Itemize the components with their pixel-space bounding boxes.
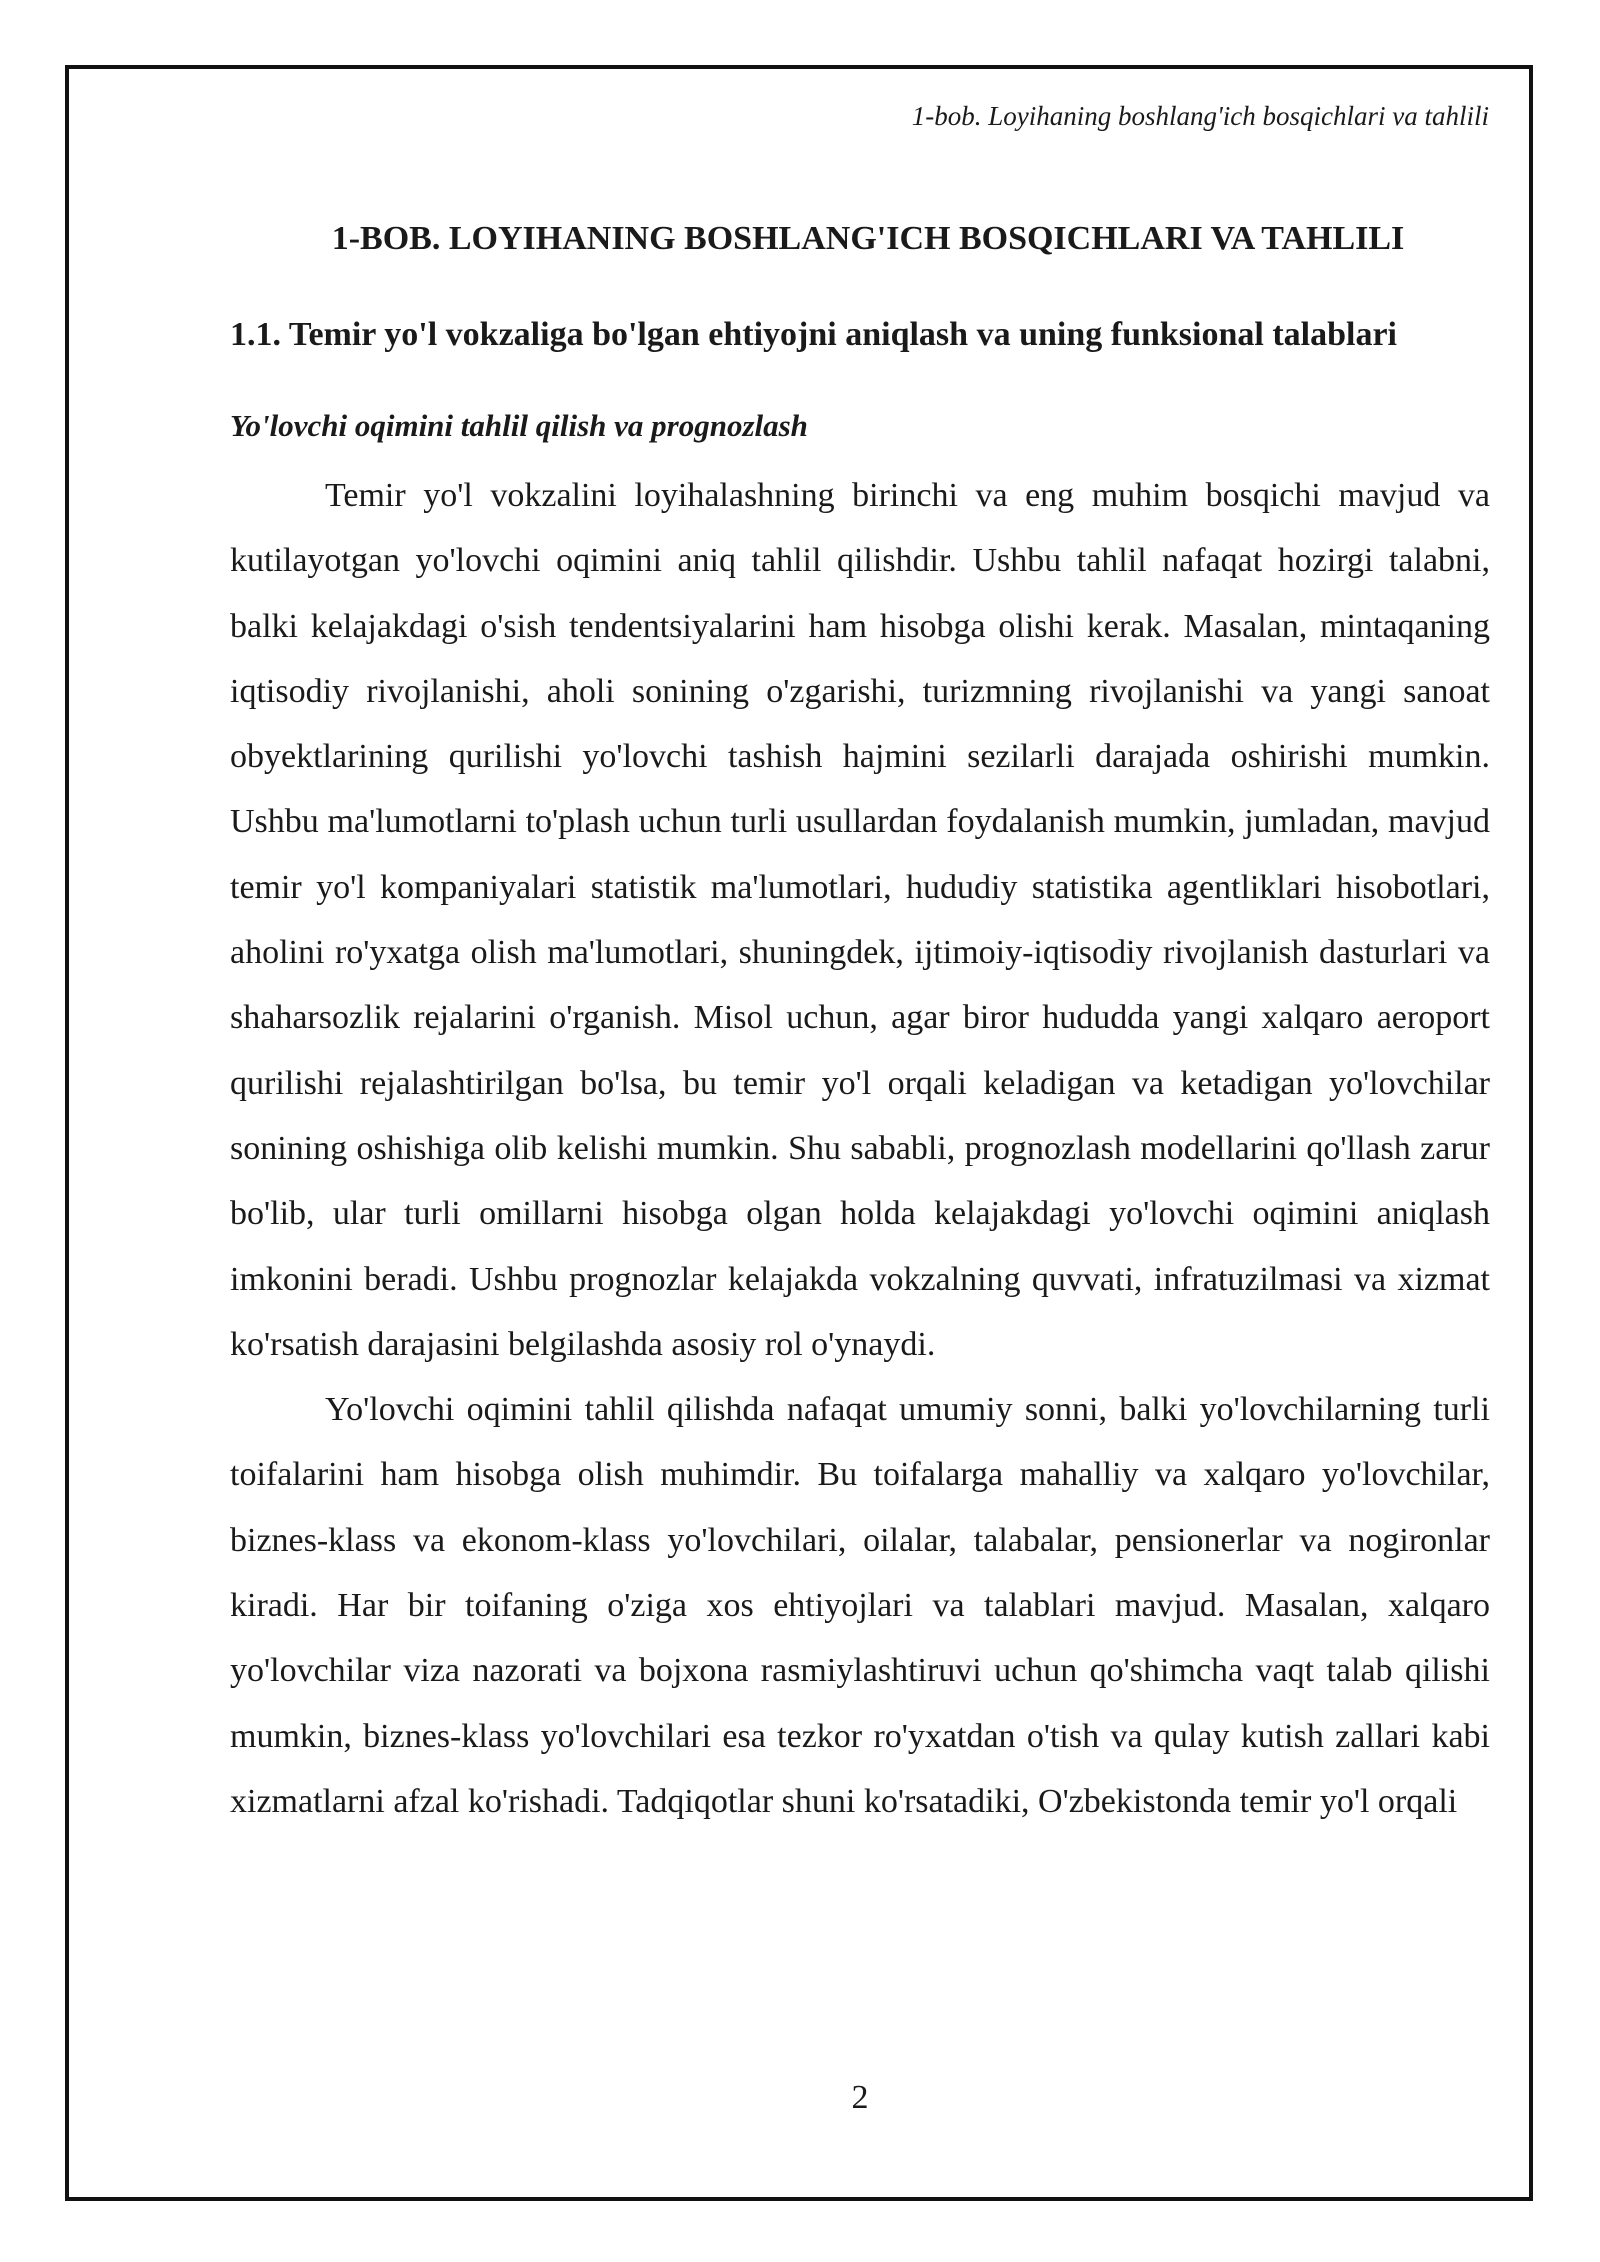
body-paragraph: Temir yo'l vokzalini loyihalashning birinchi va eng muhim bosqichi mavjud va kutilayotgan yo'lovchi oqimini aniq tahlil qilishdir. Ushbu tahlil nafaqat hozirgi talabni, balki kelajakdagi o'sish tendentsiyalarini ham hisobga olishi kerak. Masalan, mintaqaning iqtisodiy rivojlanishi, aholi sonining o'zgarishi, turizmning rivojlanishi va yangi sanoat obyektlarining qurilishi yo'lovchi tashish hajmini sezilarli darajada oshirishi mumkin. Ushbu ma'lumotlarni to'plash uchun turli usullardan foydalanish mumkin, jumladan, mavjud temir yo'l kompaniyalari statistik ma'lumotlari, hududiy statistika agentliklari hisobotlari, aholini ro'yxatga olish ma'lumotlari, shuningdek, ijtimoiy-iqtisodiy rivojlanish dasturlari va shaharsozlik rejalarini o'rganish. Misol uchun, agar biror hududda yangi xalqaro aeroport qurilishi rejalashtirilgan bo'lsa, bu temir yo'l orqali keladigan va ketadigan yo'lovchilar sonining oshishiga olib kelishi mumkin. Shu sababli, prognozlash modellarini qo'llash zarur bo'lib, ular turli omillarni hisobga olgan holda kelajakdagi yo'lovchi oqimini aniqlash imkonini beradi. Ushbu prognozlar kelajakda vokzalning quvvati, infratuzilmasi va xizmat ko'rsatish darajasini belgilashda asosiy rol o'ynaydi. [230,477,1490,1363]
subsection-title: Yo'lovchi oqimini tahlil qilish va prognozlash [230,408,808,443]
running-header: 1-bob. Loyihaning boshlang'ich bosqichlari va tahlili [911,101,1489,131]
chapter-title: 1-BOB. LOYIHANING BOSHLANG'ICH BOSQICHLARI VA TAHLILI [331,220,1405,257]
document-body [230,210,1490,1834]
section-title: 1.1. Temir yo'l vokzaliga bo'lgan ehtiyojni aniqlash va uning funksional talablari [230,316,1397,353]
page-number: 2 [851,2079,869,2116]
body-paragraph: Yo'lovchi oqimini tahlil qilishda nafaqat umumiy sonni, balki yo'lovchilarning turli toifalarini ham hisobga olish muhimdir. Bu toifalarga mahalliy va xalqaro yo'lovchilar, biznes-klass va ekonom-klass yo'lovchilari, oilalar, talabalar, pensionerlar va nogironlar kiradi. Har bir toifaning o'ziga xos ehtiyojlari va talablari mavjud. Masalan, xalqaro yo'lovchilar viza nazorati va bojxona rasmiylashtiruvi uchun qo'shimcha vaqt talab qilishi mumkin, biznes-klass yo'lovchilari esa tezkor ro'yxatdan o'tish va qulay kutish zallari kabi xizmatlarni afzal ko'rishadi. Tadqiqotlar shuni ko'rsatadiki, O'zbekistonda temir yo'l orqali [230,1391,1490,1820]
